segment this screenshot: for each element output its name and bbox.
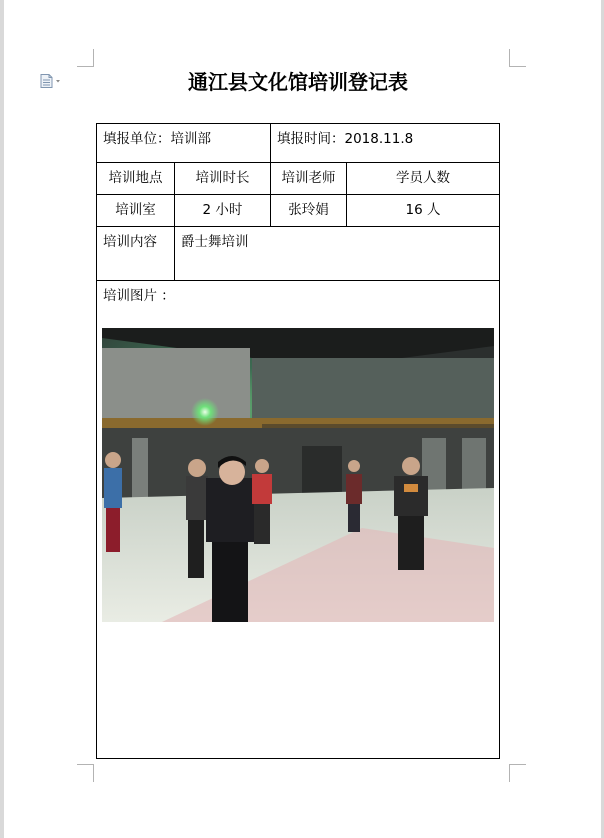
value-location bbox=[96, 194, 175, 227]
value-location-text: 培训室 bbox=[115, 202, 156, 218]
unit-label: 填报单位： bbox=[103, 131, 171, 147]
header-count-text: 学员人数 bbox=[396, 170, 450, 186]
header-teacher-text: 培训老师 bbox=[281, 170, 336, 186]
time-label: 填报时间： bbox=[277, 131, 345, 147]
page-title: 通江县文化馆培训登记表 bbox=[188, 70, 408, 94]
crop-mark-top-right bbox=[509, 49, 526, 67]
value-count bbox=[346, 194, 500, 227]
value-count-text: 16 人 bbox=[405, 202, 441, 218]
content-value-cell bbox=[174, 226, 500, 281]
value-teacher-text: 张玲娟 bbox=[288, 202, 329, 218]
header-location-text: 培训地点 bbox=[108, 170, 163, 186]
training-photo bbox=[102, 328, 494, 622]
header-duration bbox=[174, 162, 271, 195]
content-label-cell bbox=[96, 226, 175, 281]
header-count bbox=[346, 162, 500, 195]
content-value: 爵士舞培训 bbox=[181, 234, 249, 250]
unit-cell bbox=[96, 123, 271, 163]
value-duration-text: 2 小时 bbox=[202, 202, 243, 218]
unit-value: 培训部 bbox=[170, 131, 211, 147]
header-teacher bbox=[270, 162, 347, 195]
header-duration-text: 培训时长 bbox=[195, 170, 250, 186]
crop-mark-bottom-right bbox=[509, 764, 526, 782]
page-frame-left bbox=[0, 0, 4, 838]
crop-mark-bottom-left bbox=[77, 764, 94, 782]
crop-mark-top-left bbox=[77, 49, 94, 67]
document-icon[interactable] bbox=[40, 73, 62, 87]
header-location bbox=[96, 162, 175, 195]
photo-label: 培训图片 ： bbox=[103, 288, 175, 304]
time-value: 2018.11.8 bbox=[344, 131, 414, 147]
value-teacher bbox=[270, 194, 347, 227]
value-duration bbox=[174, 194, 271, 227]
time-cell bbox=[270, 123, 500, 163]
content-label: 培训内容 bbox=[103, 234, 157, 250]
